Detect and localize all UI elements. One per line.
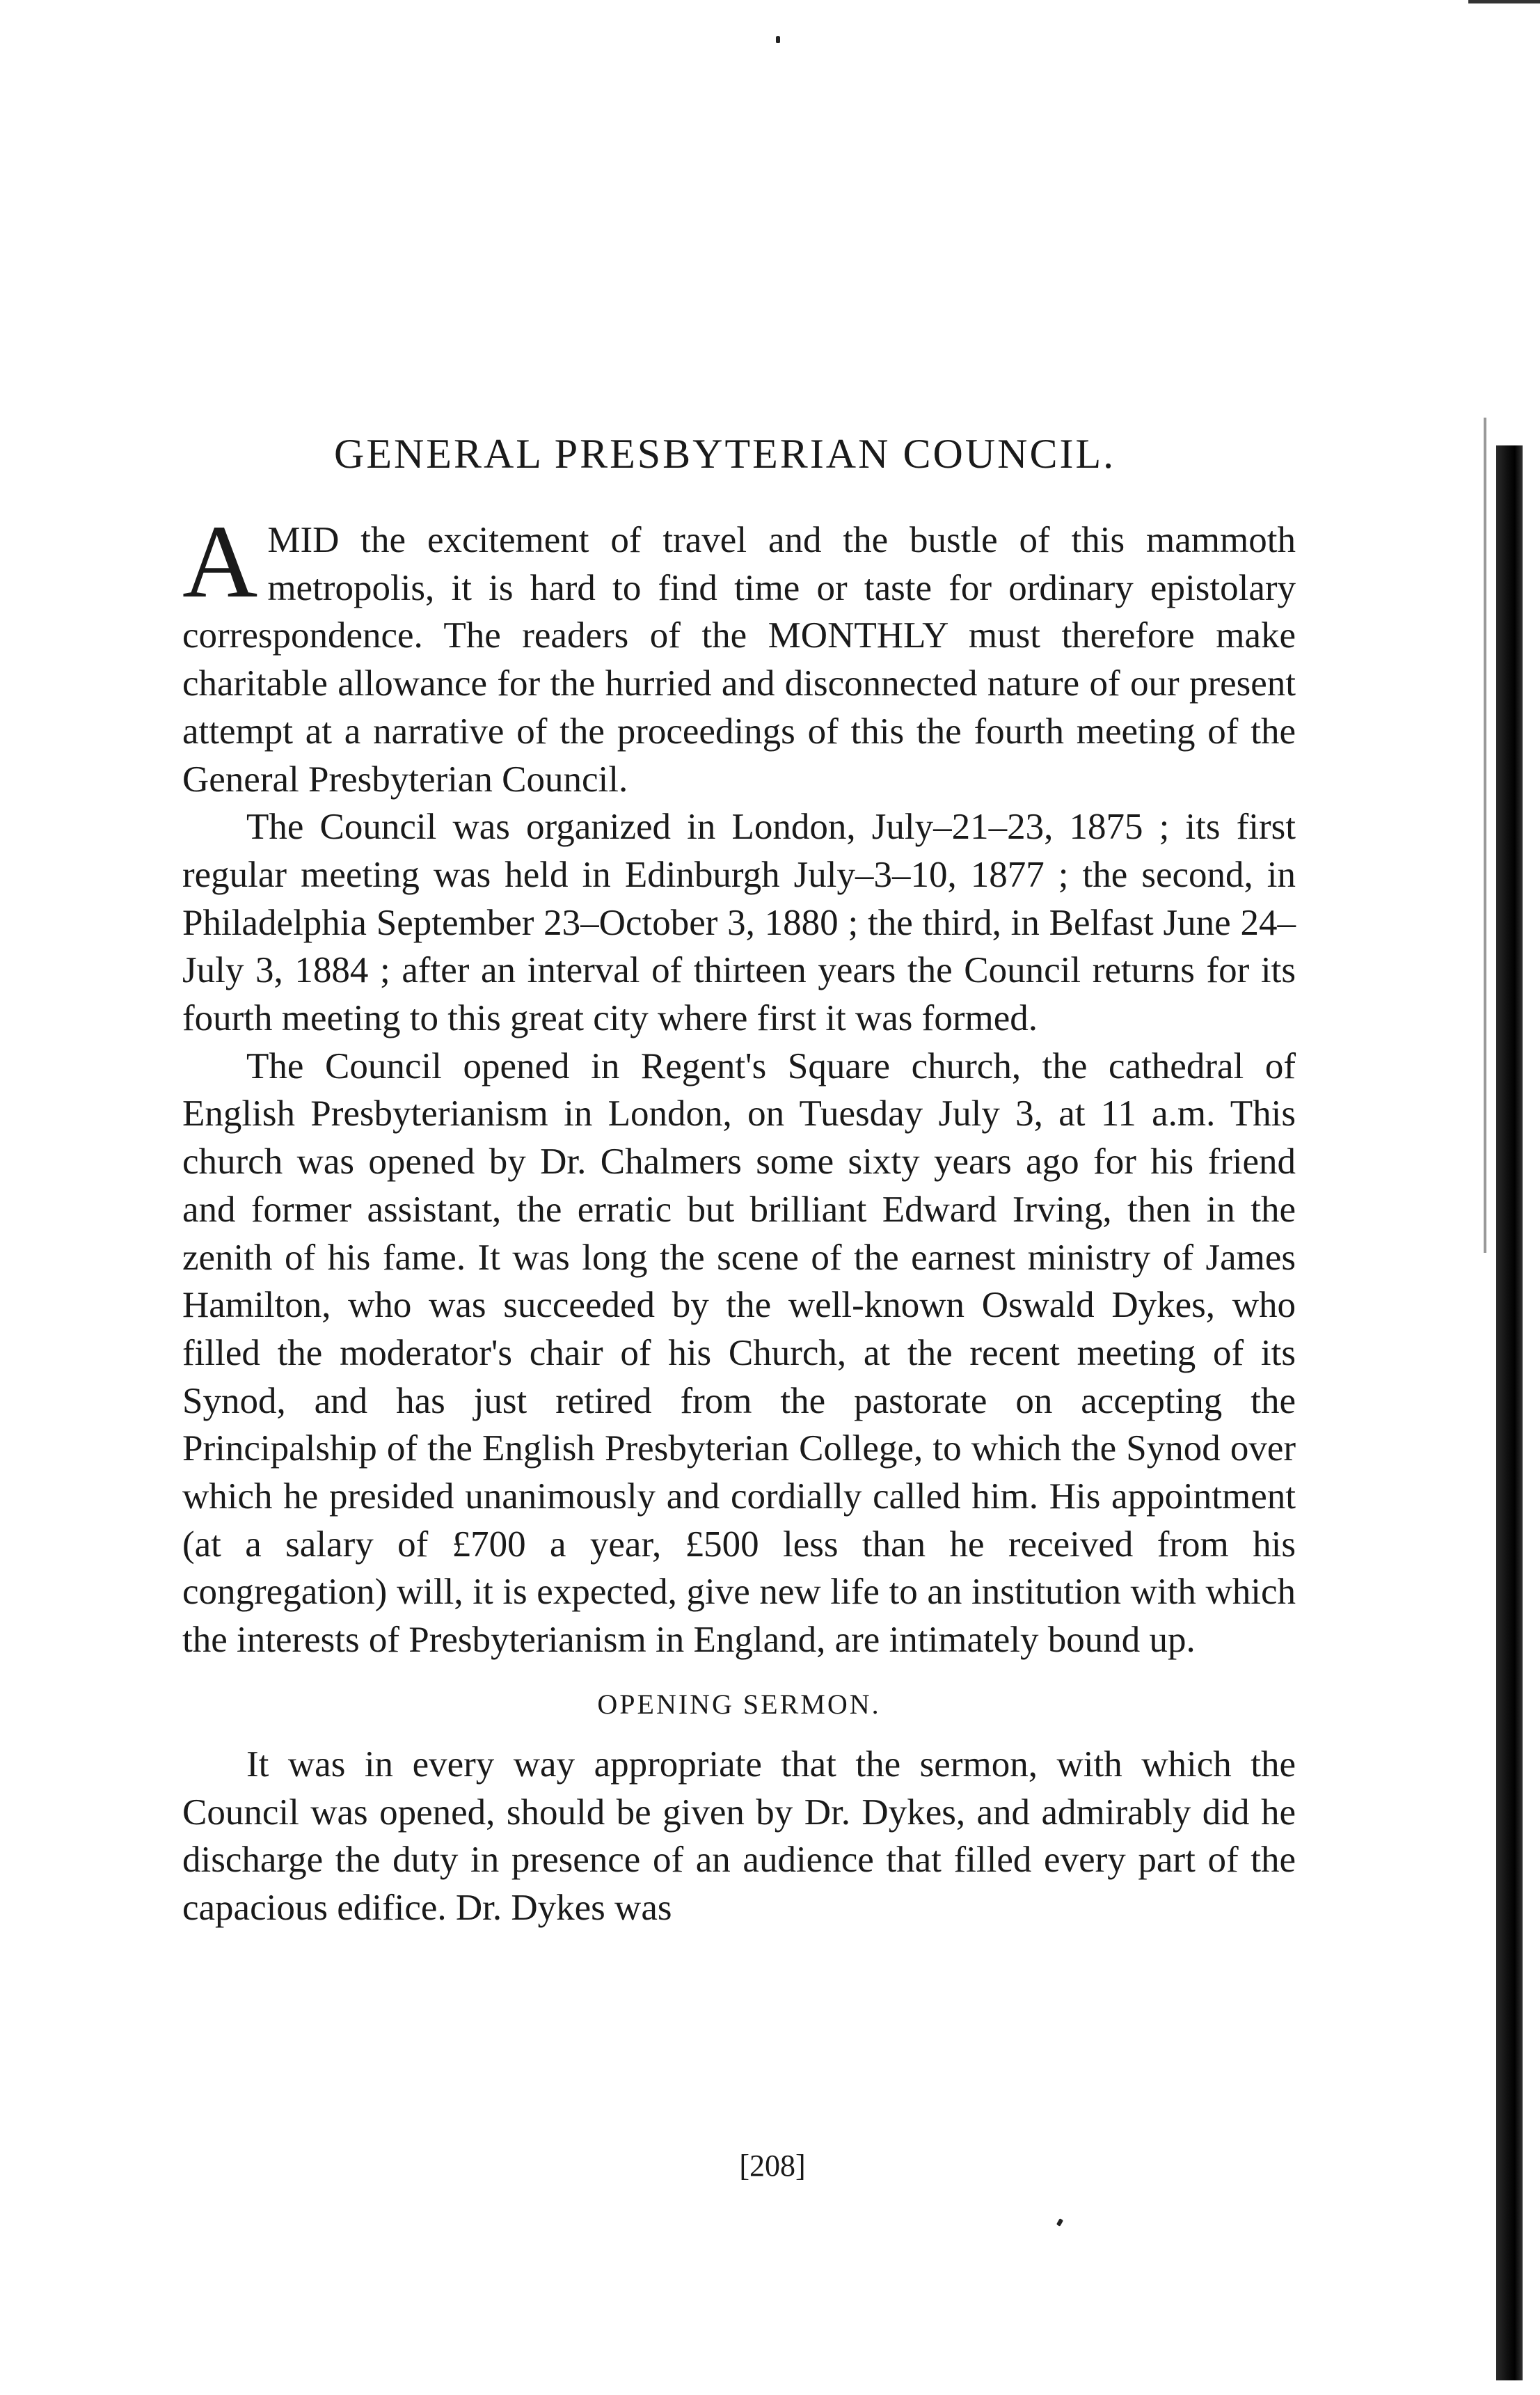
drop-cap: A bbox=[182, 504, 258, 619]
section-heading: OPENING SERMON. bbox=[597, 1688, 881, 1720]
paragraph-4: It was in every way appropriate that the sermon, with which the Council was opened, should be given by Dr. Dykes, and admirably did he discharge the duty in presence of an audience that filled every part of the capacious edifice. Dr. Dykes was bbox=[182, 1744, 1296, 1928]
scan-artifact-binding-shadow bbox=[1496, 445, 1523, 2380]
scan-artifact-top-line bbox=[1468, 0, 1540, 3]
article-body bbox=[182, 504, 1296, 1932]
paragraph-1 bbox=[182, 504, 1296, 803]
paragraph-3: The Council opened in Regent's Square church, the cathedral of English Presbyterianism in London, on Tuesday July 3, at 11 a.m. This church was opened by Dr. Chalmers some sixty years ago for his friend and former assistant, the erratic but brilliant Edward Irving, then in the zenith of his fame. It was long the scene of the earnest ministry of James Hamilton, who was succeeded by the well-known Oswald Dykes, who filled the moderator's chair of his Church, at the recent meeting of its Synod, and has just retired from the pastorate on accepting the Principalship of the English Presbyterian College, to which the Synod over which he presided unanimously and cordially called him. His appointment (at a salary of £700 a year, £500 less than he received from his congregation) will, it is expected, give new life to an institution with which the interests of Presbyterianism in England, are intimately bound up. bbox=[182, 1045, 1296, 1661]
paragraph-2: The Council was organized in London, July–21–23, 1875 ; its first regular meeting was held in Edinburgh July–3–10, 1877 ; the second, in Philadelphia September 23–October 3, 1880 ; the third, in Belfast June 24–July 3, 1884 ; after an interval of thirteen years the Council returns for its fourth meeting to this great city where first it was formed. bbox=[182, 807, 1296, 1039]
page-number: [208] bbox=[739, 2149, 806, 2183]
page-title: GENERAL PRESBYTERIAN COUNCIL. bbox=[334, 431, 1116, 477]
lead-word: MID bbox=[267, 520, 340, 560]
paragraph-1-text: the excitement of travel and the bustle of this mammoth metropolis, it is hard to find time or taste for ordinary epistolary correspondence. The readers of the MONTHLY must therefore make charitable allowance for the hurried and disconnected nature of our present attempt at a narrative of the proceedings of this the fourth meeting of the General Presbyterian Council. bbox=[182, 520, 1296, 800]
scan-speck bbox=[1056, 2218, 1063, 2227]
scan-artifact-edge-line bbox=[1484, 418, 1486, 1253]
scan-speck bbox=[776, 36, 780, 43]
